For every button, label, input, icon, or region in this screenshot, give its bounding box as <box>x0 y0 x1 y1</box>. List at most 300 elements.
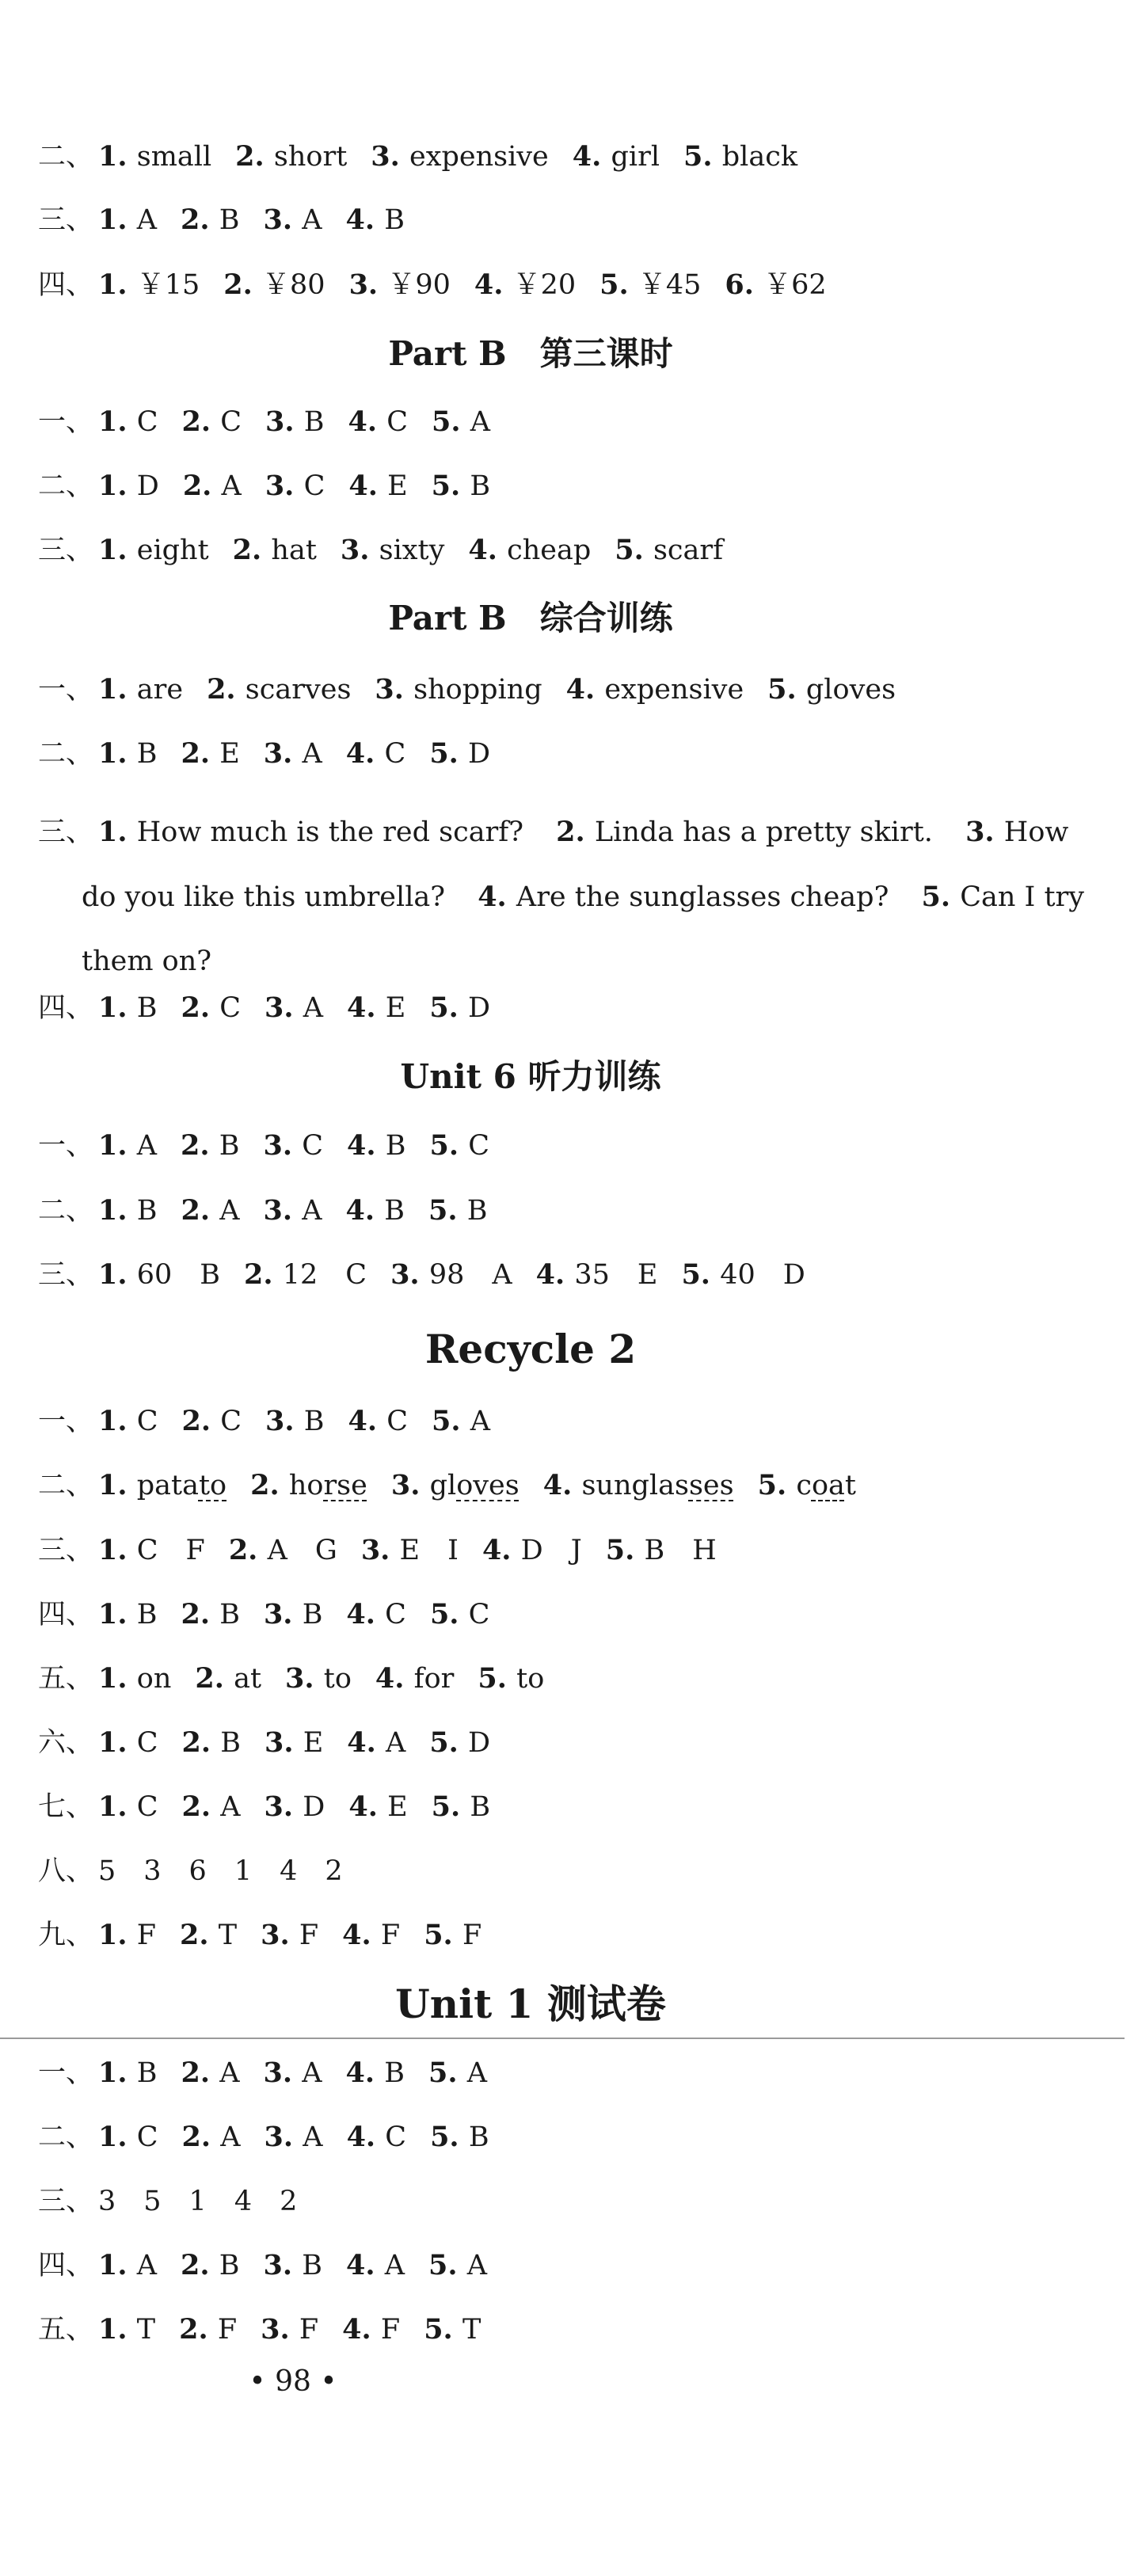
item-number: 1. <box>98 2249 137 2281</box>
item-number: 2. <box>181 1129 219 1162</box>
answer-text: ￥90 <box>387 269 451 301</box>
answer-text: E <box>387 1791 408 1823</box>
answer-line <box>38 672 1106 708</box>
question-number: 五、 <box>38 1663 94 1695</box>
question-number: 二、 <box>38 738 94 770</box>
answer-item <box>261 2314 318 2346</box>
item-number: 5. <box>429 1598 469 1630</box>
item-number: 2. <box>556 816 595 848</box>
answer-text: B <box>384 1195 405 1227</box>
item-number: 3. <box>263 1194 303 1227</box>
answer-item <box>390 1259 512 1291</box>
answer-item <box>183 470 242 502</box>
answer-item <box>98 2186 297 2217</box>
answer-text: F <box>299 1920 319 1951</box>
item-number: 2. <box>235 140 274 173</box>
answer-line <box>38 2312 1106 2348</box>
answer-item <box>424 1920 481 1951</box>
question-number: 一、 <box>38 674 94 706</box>
answer-item <box>429 992 490 1024</box>
question-number: 四、 <box>38 269 94 301</box>
item-number: 3. <box>263 2057 303 2089</box>
item-number: 5. <box>683 140 722 173</box>
answer-text: B <box>136 2057 158 2089</box>
answer-text: D J <box>520 1535 582 1566</box>
section-heading: Unit 1 测试卷 <box>395 1981 666 2027</box>
item-number: 5. <box>424 1919 462 1951</box>
section-heading: Part B 综合训练 <box>388 599 673 637</box>
item-number: 5. <box>757 1469 797 1501</box>
question-number: 八、 <box>38 1855 94 1887</box>
answer-text: T <box>136 2314 156 2346</box>
answer-item <box>429 738 490 770</box>
answer-text: B <box>302 1599 323 1630</box>
item-number: 1. <box>98 1534 137 1566</box>
answer-item <box>98 1727 158 1759</box>
item-number: 1. <box>98 140 137 173</box>
item-number: 1. <box>98 1919 137 1951</box>
answer-item <box>536 1259 658 1291</box>
item-number: 4. <box>342 2313 381 2346</box>
item-number: 4. <box>565 673 605 706</box>
answer-item <box>758 1470 856 1501</box>
answer-text: C <box>303 470 325 502</box>
answer-line <box>38 468 1106 504</box>
item-number: 5. <box>424 2313 462 2346</box>
answer-text: E <box>303 1727 324 1759</box>
item-number: 5. <box>429 991 469 1024</box>
answer-item <box>428 2250 487 2281</box>
item-number: 5. <box>429 737 469 770</box>
answer-item <box>98 141 211 173</box>
answer-item <box>375 674 542 706</box>
answer-text: A <box>466 2250 487 2281</box>
answer-line <box>38 1193 1106 1229</box>
item-number: 4. <box>346 2121 386 2153</box>
answer-text: Can I try them on? <box>82 881 1085 977</box>
item-number: 4. <box>572 140 611 173</box>
answer-text: D <box>136 470 159 502</box>
item-number: 1. <box>98 816 137 848</box>
answer-text: to <box>516 1663 545 1695</box>
answer-text: B <box>219 2250 240 2281</box>
question-number: 三、 <box>38 1259 94 1291</box>
answer-text: B <box>303 1406 325 1437</box>
answer-item <box>599 269 701 301</box>
answer-item <box>478 1663 544 1695</box>
answer-item <box>482 1535 582 1566</box>
item-number: 2. <box>228 1534 268 1566</box>
answer-text: A <box>386 1727 406 1759</box>
answer-line <box>38 139 1106 175</box>
answer-item <box>474 269 576 301</box>
answer-line <box>38 1853 1106 1889</box>
answer-text: B <box>136 992 158 1024</box>
section-heading: Recycle 2 <box>424 1326 637 1372</box>
item-number: 3. <box>263 2249 303 2281</box>
item-number: 2. <box>181 991 220 1024</box>
answer-text: C <box>468 1599 490 1630</box>
answer-text: B H <box>644 1535 717 1566</box>
answer-text: A <box>220 1791 241 1823</box>
item-number: 4. <box>474 268 513 301</box>
answer-item <box>347 992 405 1024</box>
answer-text: A <box>470 406 491 438</box>
question-number: 七、 <box>38 1791 94 1823</box>
answer-item <box>98 204 157 236</box>
answer-text: short <box>273 141 348 173</box>
answer-text: B <box>384 204 405 236</box>
answer-text: to <box>323 1663 352 1695</box>
answer-text: F <box>380 1920 401 1951</box>
answer-item <box>342 2314 400 2346</box>
answer-line <box>38 267 1106 303</box>
answer-item <box>264 2250 322 2281</box>
item-number: 1. <box>98 737 137 770</box>
answer-text: T <box>462 2314 481 2346</box>
question-number: 一、 <box>38 1406 94 1437</box>
answer-item <box>346 2250 405 2281</box>
answer-item <box>261 1920 318 1951</box>
item-number: 1. <box>98 268 137 301</box>
answer-item <box>430 1599 490 1630</box>
answer-text: C <box>136 1406 158 1437</box>
answer-text: ￥20 <box>512 269 577 301</box>
item-number: 5. <box>430 2121 469 2153</box>
item-number: 3. <box>265 470 304 502</box>
answer-item <box>349 269 451 301</box>
answer-item <box>182 2121 241 2153</box>
answer-text: T <box>218 1920 238 1951</box>
item-number: 1. <box>98 470 137 502</box>
answer-item <box>683 141 797 173</box>
answer-line <box>38 1596 1106 1633</box>
answer-text: Are the sunglasses cheap? <box>516 881 889 913</box>
answer-text: coat <box>796 1470 856 1501</box>
answer-text: C F <box>136 1535 205 1566</box>
answer-item <box>606 1535 717 1566</box>
answer-text: shopping <box>413 674 542 706</box>
answer-item <box>98 2314 155 2346</box>
question-number: 三、 <box>38 2186 94 2217</box>
answer-text: E <box>387 470 408 502</box>
item-number: 3. <box>965 816 1004 848</box>
answer-text: B <box>136 738 158 770</box>
item-number: 5. <box>478 1662 517 1695</box>
answer-item <box>98 1920 156 1951</box>
item-number: 2. <box>181 2121 221 2153</box>
item-number: 2. <box>181 1194 220 1227</box>
question-number: 二、 <box>38 141 94 173</box>
answer-text: for <box>413 1663 455 1695</box>
answer-item <box>233 535 317 566</box>
item-number: 3. <box>390 1258 429 1291</box>
answer-item <box>375 1663 455 1695</box>
question-number: 二、 <box>38 2121 94 2153</box>
item-number: 1. <box>98 673 137 706</box>
item-number: 1. <box>98 1469 137 1501</box>
answer-text: 12 C <box>282 1259 367 1291</box>
answer-text: gloves <box>429 1470 520 1501</box>
answer-item <box>181 1599 239 1630</box>
answer-text: scarf <box>653 535 724 566</box>
answer-item <box>98 738 157 770</box>
answer-text: D <box>468 992 491 1024</box>
answer-item <box>468 535 591 566</box>
item-number: 1. <box>98 1662 137 1695</box>
answer-text: A <box>302 2057 322 2089</box>
answer-text: small <box>136 141 212 173</box>
item-number: 4. <box>347 1129 386 1162</box>
answer-item <box>342 1920 400 1951</box>
answer-item <box>347 1130 405 1162</box>
answer-line <box>38 1257 1106 1293</box>
answer-item <box>432 1406 490 1437</box>
answer-text: patato <box>136 1470 227 1501</box>
answer-item <box>98 1470 226 1501</box>
item-number: 2. <box>181 2249 219 2281</box>
answer-text: A <box>470 1406 491 1437</box>
answer-text: A <box>136 1130 158 1162</box>
item-number: 4. <box>342 1919 381 1951</box>
answer-item <box>98 470 159 502</box>
item-number: 6. <box>725 268 764 301</box>
question-number: 四、 <box>38 1599 94 1630</box>
answer-text: B <box>470 470 491 502</box>
answer-text: C <box>136 2121 158 2153</box>
answer-text: sixty <box>379 535 445 566</box>
item-number: 2. <box>223 268 263 301</box>
answer-item <box>235 141 347 173</box>
item-number: 3. <box>360 1534 400 1566</box>
answer-text: A <box>219 2057 240 2089</box>
answer-text: B <box>303 406 325 438</box>
answer-item <box>264 2057 322 2089</box>
answer-text: B <box>219 204 240 236</box>
question-number: 三、 <box>38 1535 94 1566</box>
question-number: 三、 <box>38 204 94 236</box>
item-number: 3. <box>348 268 388 301</box>
item-number: 3. <box>263 1129 303 1162</box>
answer-text: F <box>299 2314 319 2346</box>
answer-text: 40 D <box>720 1259 805 1291</box>
question-number: 三、 <box>38 816 94 848</box>
question-number: 二、 <box>38 1195 94 1227</box>
answer-line <box>38 1917 1106 1954</box>
item-number: 3. <box>340 534 379 566</box>
answer-text: A G <box>267 1535 337 1566</box>
answer-text: B <box>136 1195 158 1227</box>
item-number: 5. <box>428 2249 467 2281</box>
answer-item <box>428 2057 487 2089</box>
answer-text: C <box>386 406 409 438</box>
answer-item <box>181 1130 239 1162</box>
answer-item <box>767 674 896 706</box>
item-number: 2. <box>181 2057 220 2089</box>
answer-text: at <box>234 1663 262 1695</box>
item-number: 1. <box>98 991 137 1024</box>
item-number: 2. <box>181 1726 221 1759</box>
answer-item <box>195 1663 261 1695</box>
answer-text: B <box>468 2121 489 2153</box>
item-number: 2. <box>182 470 222 502</box>
answer-item <box>98 2057 157 2089</box>
item-number: 5. <box>428 2057 467 2089</box>
item-number: 5. <box>431 470 470 502</box>
answer-item <box>725 269 826 301</box>
answer-text: B <box>470 1791 491 1823</box>
item-number: 1. <box>98 2057 137 2089</box>
item-number: 4. <box>345 737 385 770</box>
question-number: 四、 <box>38 2250 94 2281</box>
answer-text: C <box>385 2121 407 2153</box>
answer-item <box>391 1470 520 1501</box>
answer-text: gloves <box>805 674 896 706</box>
item-number: 1. <box>98 534 137 566</box>
answer-text: 5 3 6 1 4 2 <box>98 1855 343 1887</box>
answer-text: girl <box>611 141 660 173</box>
answer-text: B <box>219 1599 240 1630</box>
answer-text: expensive <box>409 141 549 173</box>
answer-line <box>38 1661 1106 1697</box>
answer-text: expensive <box>604 674 744 706</box>
answer-text: D <box>468 1727 491 1759</box>
answer-item <box>265 2121 323 2153</box>
item-number: 4. <box>542 1469 582 1501</box>
answer-item <box>250 1470 367 1501</box>
item-number: 2. <box>180 1919 219 1951</box>
answer-item <box>181 738 239 770</box>
item-number: 2. <box>250 1469 289 1501</box>
item-number: 5. <box>432 1405 470 1437</box>
question-number: 一、 <box>38 406 94 438</box>
answer-text: C <box>385 1599 406 1630</box>
answer-text: 60 B <box>136 1259 221 1291</box>
item-number: 5. <box>605 1534 645 1566</box>
answer-item <box>478 881 889 913</box>
answer-text: ￥15 <box>136 269 200 301</box>
answer-text: A <box>384 2250 405 2281</box>
answer-item <box>556 816 933 848</box>
answer-text: eight <box>136 535 209 566</box>
answer-item <box>341 535 444 566</box>
answer-line <box>38 1403 1106 1440</box>
answer-item <box>179 2314 237 2346</box>
item-number: 4. <box>348 1405 387 1437</box>
answer-item <box>98 1663 171 1695</box>
answer-line <box>38 1467 1106 1504</box>
answer-text: B <box>219 1130 240 1162</box>
answer-text: How do you like this umbrella? <box>82 816 1069 913</box>
answer-item <box>264 738 322 770</box>
answer-item <box>348 1791 407 1823</box>
answer-line <box>38 404 1106 440</box>
item-number: 1. <box>98 2313 137 2346</box>
item-number: 5. <box>599 268 638 301</box>
item-number: 3. <box>261 2313 299 2346</box>
answer-text: C <box>468 1130 489 1162</box>
answer-text: C <box>136 406 158 438</box>
answer-item <box>229 1535 337 1566</box>
answer-item <box>566 674 744 706</box>
answer-item <box>182 406 242 438</box>
answer-item <box>98 1535 205 1566</box>
item-number: 4. <box>345 2057 385 2089</box>
answer-item <box>424 2314 481 2346</box>
answer-text: ￥45 <box>638 269 702 301</box>
answer-item <box>98 1599 157 1630</box>
item-number: 5. <box>431 1790 470 1823</box>
item-number: 5. <box>428 1194 467 1227</box>
answer-item <box>182 1727 241 1759</box>
item-number: 1. <box>98 1790 137 1823</box>
item-number: 3. <box>265 1405 304 1437</box>
answer-text: C <box>220 406 242 438</box>
question-number: 三、 <box>38 535 94 566</box>
answer-line <box>38 2055 1106 2091</box>
question-number: 四、 <box>38 992 94 1024</box>
answer-item <box>180 1920 237 1951</box>
answer-text: 35 E <box>574 1259 658 1291</box>
answer-line <box>38 1725 1106 1761</box>
item-number: 4. <box>348 1790 388 1823</box>
answer-text: A <box>136 204 158 236</box>
item-number: 1. <box>98 1194 137 1227</box>
answer-line <box>38 532 1106 569</box>
answer-text: F <box>462 1920 482 1951</box>
answer-text: F <box>380 2314 401 2346</box>
answer-item <box>428 1195 487 1227</box>
answer-item <box>98 1855 343 1887</box>
answer-text: cheap <box>507 535 592 566</box>
answer-line <box>38 202 1106 238</box>
answer-text: Linda has a pretty skirt. <box>594 816 933 848</box>
item-number: 3. <box>371 140 409 173</box>
item-number: 4. <box>481 1534 521 1566</box>
answer-text: B <box>385 1130 406 1162</box>
item-number: 1. <box>98 1258 137 1291</box>
item-number: 4. <box>375 1662 414 1695</box>
item-number: 2. <box>181 1598 220 1630</box>
answer-text: ￥80 <box>262 269 325 301</box>
answer-text: C <box>136 1727 158 1759</box>
answer-item <box>346 2057 405 2089</box>
answer-text: A <box>219 1195 240 1227</box>
answer-text: C <box>219 992 241 1024</box>
question-number: 一、 <box>38 2057 94 2089</box>
answer-item <box>347 2121 407 2153</box>
answer-item <box>348 470 407 502</box>
answer-line <box>38 2247 1106 2284</box>
answer-item <box>98 535 209 566</box>
answer-line <box>38 800 1106 994</box>
answer-item <box>371 141 549 173</box>
item-number: 4. <box>346 1598 386 1630</box>
item-number: 1. <box>98 1129 137 1162</box>
answer-text: A <box>466 2057 487 2089</box>
answer-item <box>346 1599 406 1630</box>
item-number: 4. <box>347 991 386 1024</box>
section-heading: Part B 第三课时 <box>388 334 673 373</box>
answer-item <box>181 992 241 1024</box>
answer-item <box>346 204 405 236</box>
answer-item <box>432 470 490 502</box>
answer-item <box>98 816 523 848</box>
answer-item <box>430 2121 489 2153</box>
answer-item <box>429 1727 490 1759</box>
item-number: 3. <box>263 204 303 236</box>
item-number: 3. <box>263 737 303 770</box>
